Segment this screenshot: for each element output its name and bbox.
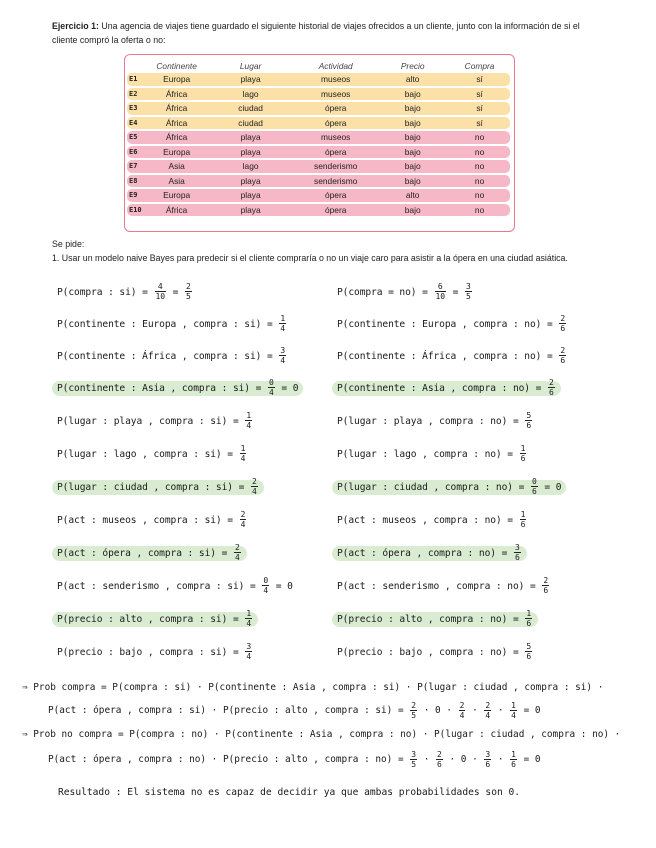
probability-expression — [337, 282, 473, 301]
fraction — [525, 609, 532, 628]
cell-compra: no — [449, 204, 510, 217]
col-header-actividad: Actividad — [318, 60, 353, 71]
probability-label: P(lugar : playa , compra : no) = — [337, 415, 525, 427]
fraction — [520, 510, 527, 529]
fraction-denominator: 4 — [251, 487, 257, 496]
fraction-denominator: 6 — [520, 454, 526, 463]
calc-si-line1: ⇒ Prob compra = P(compra : si) · P(continente : Asia , compra : si) · P(lugar : ciudad , compra : si) · — [22, 682, 604, 693]
cell-lugar: ciudad — [206, 102, 295, 115]
dot-operator: · — [418, 705, 436, 716]
probability-label: P(precio : alto , compra : si) = — [57, 613, 245, 625]
term-fraction — [410, 750, 417, 769]
fraction — [234, 543, 241, 562]
probability-label: P(act : senderismo , compra : si) = — [57, 580, 262, 592]
probability-expression — [57, 576, 293, 595]
probability-line — [337, 282, 473, 301]
fraction-numerator: 3 — [514, 543, 520, 552]
cell-lugar: ciudad — [206, 117, 295, 130]
probability-expression — [57, 282, 193, 301]
fraction-numerator: 1 — [520, 510, 526, 519]
fraction-denominator: 4 — [234, 553, 240, 562]
cell-compra: sí — [449, 73, 510, 86]
fraction-numerator: 2 — [234, 543, 240, 552]
probability-expression — [57, 346, 287, 365]
probability-expression — [332, 378, 561, 397]
probability-expression — [332, 609, 538, 628]
fraction-numerator: 0 — [531, 477, 537, 486]
calc-si-result: = 0 — [523, 705, 541, 716]
cell-compra: no — [449, 189, 510, 202]
probability-line — [337, 444, 527, 463]
probability-expression — [52, 609, 258, 628]
probability-line — [57, 444, 247, 463]
fraction-denominator: 10 — [435, 292, 445, 301]
probability-line — [57, 642, 253, 661]
fraction — [240, 444, 247, 463]
cell-precio: bajo — [376, 160, 449, 173]
probability-line — [337, 543, 527, 562]
fraction-denominator: 4 — [246, 652, 252, 661]
fraction — [240, 510, 247, 529]
fraction — [155, 282, 166, 301]
fraction-numerator: 2 — [411, 701, 417, 710]
cell-lugar: playa — [206, 146, 295, 159]
fraction-denominator: 4 — [485, 711, 491, 720]
probability-expression — [57, 411, 253, 430]
probability-label: P(continente : África , compra : si) = — [57, 350, 279, 362]
fraction-denominator: 6 — [560, 356, 566, 365]
cell-actividad: senderismo — [295, 175, 376, 188]
history-table — [127, 58, 510, 218]
fraction-denominator: 4 — [240, 454, 246, 463]
probability-line — [337, 477, 566, 496]
probability-line — [57, 477, 264, 496]
fraction-numerator: 4 — [155, 282, 166, 292]
probability-label: P(continente : Asia , compra : si) = — [57, 382, 268, 394]
fraction — [525, 642, 532, 661]
row-id: E8 — [127, 175, 147, 188]
cell-continente: Europa — [147, 189, 206, 202]
table-row — [127, 88, 510, 101]
fraction-numerator: 1 — [246, 411, 252, 420]
fraction — [559, 346, 566, 365]
equals-sign: = — [446, 286, 464, 298]
probability-label: P(continente : África , compra : no) = — [337, 350, 559, 362]
row-id: E2 — [127, 88, 147, 101]
cell-continente: África — [147, 204, 206, 217]
probability-label: P(continente : Europa , compra : no) = — [337, 318, 559, 330]
fraction-numerator: 3 — [485, 750, 491, 759]
col-header-continente: Continente — [156, 60, 197, 71]
probability-expression — [332, 477, 566, 496]
calc-no-line2-text: P(act : ópera , compra : no) · P(precio : alto , compra : no) = — [48, 754, 404, 765]
fraction-numerator: 2 — [543, 576, 549, 585]
cell-actividad: ópera — [295, 146, 376, 159]
probability-label: P(compra : si) = — [57, 286, 154, 298]
fraction-denominator: 4 — [280, 324, 286, 333]
probability-line — [57, 314, 287, 333]
cell-precio: bajo — [376, 102, 449, 115]
probability-line — [57, 282, 193, 301]
fraction — [435, 282, 446, 301]
fraction-numerator: 2 — [549, 378, 554, 387]
probability-line — [57, 378, 303, 397]
probability-line — [57, 510, 247, 529]
cell-continente: Asia — [147, 175, 206, 188]
probability-expression — [337, 314, 567, 333]
probability-expression — [57, 314, 287, 333]
fraction — [185, 282, 192, 301]
cell-continente: África — [147, 88, 206, 101]
fraction-denominator: 6 — [437, 760, 442, 769]
probability-expression — [337, 444, 527, 463]
fraction-numerator: 2 — [560, 346, 566, 355]
probability-expression — [332, 543, 527, 562]
calc-no-result: = 0 — [523, 754, 541, 765]
cell-lugar: playa — [206, 204, 295, 217]
dot-operator: · — [418, 754, 436, 765]
fraction — [465, 282, 472, 301]
probability-expression — [57, 444, 247, 463]
table-row — [127, 117, 510, 130]
term-fraction — [436, 750, 443, 769]
probability-line — [337, 314, 567, 333]
history-table-frame — [124, 54, 515, 232]
probability-line — [57, 346, 287, 365]
resultado-text: Resultado : El sistema no es capaz de decidir ya que ambas probabilidades son 0. — [58, 787, 521, 798]
probability-label: P(lugar : playa , compra : si) = — [57, 415, 245, 427]
fraction-denominator: 4 — [280, 356, 286, 365]
cell-continente: Asia — [147, 160, 206, 173]
fraction-numerator: 3 — [246, 642, 252, 651]
fraction — [245, 411, 252, 430]
fraction-denominator: 6 — [485, 760, 491, 769]
fraction-denominator: 6 — [526, 619, 532, 628]
table-row — [127, 160, 510, 173]
fraction — [251, 477, 258, 496]
fraction-numerator: 1 — [526, 609, 532, 618]
cell-precio: bajo — [376, 175, 449, 188]
equals-sign: = — [166, 286, 184, 298]
cell-lugar: lago — [206, 88, 295, 101]
cell-precio: bajo — [376, 117, 449, 130]
fraction-denominator: 6 — [514, 553, 520, 562]
probability-line — [337, 642, 533, 661]
fraction-denominator: 4 — [246, 421, 252, 430]
probability-label: P(compra = no) = — [337, 286, 434, 298]
table-header-row — [127, 60, 510, 71]
exercise-statement — [52, 19, 597, 47]
task-item-1: 1. Usar un modelo naive Bayes para predecir si el cliente compraría o no un viaje caro para asistir a la ópera en una ciudad asiática. — [52, 253, 568, 263]
fraction — [262, 576, 269, 595]
probability-expression — [337, 642, 533, 661]
dot-operator: · — [440, 705, 458, 716]
fraction-numerator: 1 — [280, 314, 286, 323]
probability-line — [57, 576, 293, 595]
cell-precio: bajo — [376, 131, 449, 144]
cell-actividad: ópera — [295, 189, 376, 202]
term-value: 0 — [435, 705, 441, 716]
fraction-numerator: 2 — [485, 701, 491, 710]
cell-actividad: museos — [295, 131, 376, 144]
table-row — [127, 73, 510, 86]
col-header-lugar: Lugar — [239, 60, 262, 71]
fraction — [279, 346, 286, 365]
fraction-numerator: 5 — [526, 411, 532, 420]
cell-precio: bajo — [376, 88, 449, 101]
probability-line — [57, 411, 253, 430]
cell-precio: bajo — [376, 146, 449, 159]
probability-label: P(act : museos , compra : si) = — [57, 514, 239, 526]
cell-actividad: ópera — [295, 204, 376, 217]
row-id: E9 — [127, 189, 147, 202]
fraction-numerator: 3 — [465, 282, 471, 291]
row-id: E5 — [127, 131, 147, 144]
probability-label: P(precio : bajo , compra : si) = — [57, 646, 245, 658]
probability-label: P(precio : bajo , compra : no) = — [337, 646, 525, 658]
calc-si-terms — [409, 701, 518, 720]
fraction — [245, 642, 252, 661]
fraction-numerator: 1 — [511, 750, 516, 759]
table-row — [127, 102, 510, 115]
cell-precio: bajo — [376, 204, 449, 217]
probability-label: P(lugar : ciudad , compra : no) = — [337, 481, 530, 493]
cell-actividad: ópera — [295, 102, 376, 115]
table-row — [127, 189, 510, 202]
cell-precio: alto — [376, 73, 449, 86]
fraction-denominator: 6 — [526, 652, 532, 661]
fraction-numerator: 0 — [263, 576, 269, 585]
row-id: E10 — [127, 204, 147, 217]
fraction-numerator: 1 — [246, 609, 252, 618]
term-fraction — [410, 701, 417, 720]
fraction-numerator: 2 — [560, 314, 566, 323]
fraction-numerator: 2 — [437, 750, 442, 759]
probability-line — [337, 510, 527, 529]
fraction-denominator: 6 — [511, 760, 516, 769]
calc-si-line2-text: P(act : ópera , compra : si) · P(precio : alto , compra : si) = — [48, 705, 404, 716]
probability-label: P(act : ópera , compra : si) = — [57, 547, 233, 559]
probability-label: P(continente : Asia , compra : no) = — [337, 382, 548, 394]
cell-continente: Europa — [147, 73, 206, 86]
term-fraction — [510, 750, 517, 769]
probability-label: P(act : senderismo , compra : no) = — [337, 580, 542, 592]
fraction-denominator: 10 — [155, 292, 165, 301]
fraction-denominator: 6 — [526, 421, 532, 430]
fraction-numerator: 5 — [526, 642, 532, 651]
calc-si-line2 — [48, 701, 541, 720]
cell-lugar: playa — [206, 73, 295, 86]
probability-label: P(precio : alto , compra : no) = — [337, 613, 525, 625]
cell-compra: no — [449, 131, 510, 144]
cell-continente: África — [147, 131, 206, 144]
fraction — [245, 609, 252, 628]
term-fraction — [484, 701, 491, 720]
se-pide-label: Se pide: — [52, 239, 85, 249]
cell-compra: no — [449, 160, 510, 173]
table-row — [127, 146, 510, 159]
term-fraction — [459, 701, 466, 720]
fraction-denominator: 4 — [263, 586, 269, 595]
fraction — [268, 378, 275, 397]
fraction-numerator: 6 — [435, 282, 446, 292]
dot-operator: · — [443, 754, 461, 765]
calc-no-terms — [409, 750, 518, 769]
cell-compra: no — [449, 146, 510, 159]
row-id: E3 — [127, 102, 147, 115]
probability-tail: = 0 — [275, 382, 299, 394]
probability-line — [337, 346, 567, 365]
probability-tail: = 0 — [538, 481, 562, 493]
fraction — [531, 477, 538, 496]
cell-compra: sí — [449, 88, 510, 101]
fraction-numerator: 1 — [511, 701, 516, 710]
fraction — [514, 543, 521, 562]
cell-actividad: senderismo — [295, 160, 376, 173]
table-row — [127, 204, 510, 217]
fraction-denominator: 5 — [411, 711, 417, 720]
cell-lugar: playa — [206, 175, 295, 188]
fraction-numerator: 1 — [240, 444, 246, 453]
probability-tail: = 0 — [270, 580, 293, 592]
fraction-numerator: 2 — [185, 282, 191, 291]
table-row — [127, 131, 510, 144]
fraction-denominator: 6 — [520, 520, 526, 529]
probability-expression — [52, 543, 247, 562]
calc-no-line2 — [48, 750, 541, 769]
probability-label: P(act : ópera , compra : no) = — [337, 547, 513, 559]
probability-line — [337, 378, 561, 397]
fraction — [542, 576, 549, 595]
task-section — [52, 237, 597, 265]
cell-actividad: museos — [295, 88, 376, 101]
dot-operator: · — [466, 754, 484, 765]
probability-expression — [337, 346, 567, 365]
term-fraction — [484, 750, 491, 769]
probability-expression — [337, 510, 527, 529]
exercise-title: Ejercicio 1: — [52, 21, 99, 31]
fraction — [520, 444, 527, 463]
probability-expression — [52, 378, 303, 397]
probability-line — [337, 576, 550, 595]
fraction-denominator: 6 — [549, 388, 554, 397]
cell-continente: África — [147, 102, 206, 115]
probability-label: P(lugar : lago , compra : no) = — [337, 448, 519, 460]
fraction-numerator: 0 — [269, 378, 274, 387]
fraction-numerator: 2 — [240, 510, 246, 519]
dot-operator: · — [466, 705, 484, 716]
term-value: 0 — [460, 754, 467, 765]
table-row — [127, 175, 510, 188]
fraction-numerator: 3 — [280, 346, 286, 355]
fraction-denominator: 6 — [531, 487, 537, 496]
row-id: E1 — [127, 73, 147, 86]
row-id: E7 — [127, 160, 147, 173]
cell-continente: Europa — [147, 146, 206, 159]
probability-line — [337, 609, 538, 628]
fraction-denominator: 5 — [185, 292, 191, 301]
fraction-denominator: 4 — [240, 520, 246, 529]
fraction-numerator: 1 — [520, 444, 526, 453]
probability-expression — [337, 576, 550, 595]
cell-compra: no — [449, 175, 510, 188]
probability-label: P(continente : Europa , compra : si) = — [57, 318, 279, 330]
cell-actividad: ópera — [295, 117, 376, 130]
probability-expression — [57, 642, 253, 661]
dot-operator: · — [492, 705, 510, 716]
fraction — [548, 378, 555, 397]
dot-operator: · — [492, 754, 510, 765]
cell-lugar: playa — [206, 131, 295, 144]
fraction-denominator: 5 — [465, 292, 471, 301]
cell-precio: alto — [376, 189, 449, 202]
probability-expression — [52, 477, 264, 496]
fraction-numerator: 2 — [459, 701, 465, 710]
fraction — [525, 411, 532, 430]
probability-expression — [337, 411, 533, 430]
fraction — [279, 314, 286, 333]
cell-compra: sí — [449, 117, 510, 130]
fraction-denominator: 4 — [269, 388, 274, 397]
fraction-denominator: 6 — [560, 324, 566, 333]
term-fraction — [510, 701, 517, 720]
probability-line — [337, 411, 533, 430]
fraction-denominator: 4 — [511, 711, 516, 720]
probability-label: P(act : museos , compra : no) = — [337, 514, 519, 526]
fraction — [559, 314, 566, 333]
col-header-precio: Precio — [400, 60, 425, 71]
fraction-denominator: 5 — [411, 760, 417, 769]
cell-lugar: lago — [206, 160, 295, 173]
col-header-compra: Compra — [464, 60, 495, 71]
cell-continente: África — [147, 117, 206, 130]
fraction-denominator: 4 — [246, 619, 252, 628]
fraction-denominator: 4 — [459, 711, 465, 720]
fraction-numerator: 3 — [411, 750, 417, 759]
probability-line — [57, 609, 258, 628]
probability-line — [57, 543, 247, 562]
fraction-numerator: 2 — [251, 477, 257, 486]
cell-actividad: museos — [295, 73, 376, 86]
exercise-text: Una agencia de viajes tiene guardado el siguiente historial de viajes ofrecidos a un cliente, junto con la información de si el cliente compró la oferta o no: — [52, 21, 580, 45]
probability-label: P(lugar : lago , compra : si) = — [57, 448, 239, 460]
cell-lugar: playa — [206, 189, 295, 202]
cell-compra: sí — [449, 102, 510, 115]
probability-label: P(lugar : ciudad , compra : si) = — [57, 481, 250, 493]
row-id: E6 — [127, 146, 147, 159]
probability-expression — [57, 510, 247, 529]
row-id: E4 — [127, 117, 147, 130]
fraction-denominator: 6 — [543, 586, 549, 595]
calc-no-line1: ⇒ Prob no compra = P(compra : no) · P(continente : Asia , compra : no) · P(lugar : ciudad , compra : no) · — [22, 729, 621, 740]
